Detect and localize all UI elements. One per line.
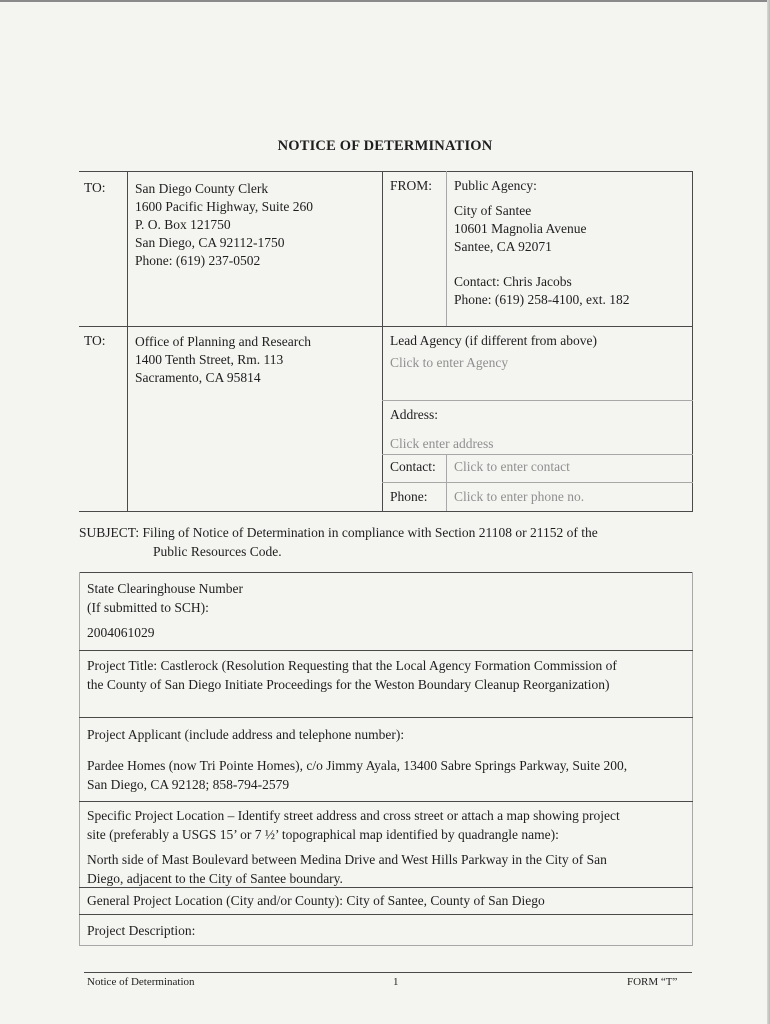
specific-location-section bbox=[79, 806, 693, 888]
table-row-divider bbox=[79, 326, 693, 327]
contact-label: Contact: bbox=[390, 459, 436, 474]
public-agency-address bbox=[454, 202, 586, 256]
project-title-section bbox=[79, 656, 693, 694]
from-label-divider bbox=[446, 171, 447, 326]
footer-document-name: Notice of Determination bbox=[87, 976, 195, 988]
address-label: Address: bbox=[390, 407, 438, 422]
phone-label: Phone: bbox=[390, 489, 428, 504]
address-line: 1600 Pacific Highway, Suite 260 bbox=[135, 199, 313, 214]
project-title-line: the County of San Diego Initiate Proceedings for the Weston Boundary Cleanup Reorganization) bbox=[87, 677, 610, 692]
lead-agency-field[interactable]: Click to enter Agency bbox=[390, 355, 509, 370]
form-label: FORM “T” bbox=[627, 976, 678, 988]
address-line: San Diego, CA 92112-1750 bbox=[135, 235, 285, 250]
address-line: City of Santee bbox=[454, 203, 532, 218]
section-rule bbox=[79, 717, 693, 718]
county-clerk-address bbox=[135, 180, 313, 270]
table-label-column-divider bbox=[127, 171, 128, 511]
page-number: 1 bbox=[393, 976, 399, 988]
section-rule bbox=[79, 801, 693, 802]
specific-location-label: site (preferably a USGS 15’ or 7 ½’ topographical map identified by quadrangle name): bbox=[87, 827, 559, 842]
address-field[interactable]: Click enter address bbox=[390, 436, 494, 451]
phone-line: Phone: (619) 237-0502 bbox=[135, 253, 261, 268]
address-line: P. O. Box 121750 bbox=[135, 217, 231, 232]
opr-address bbox=[135, 333, 311, 387]
section-rule bbox=[79, 650, 693, 651]
specific-location-line: North side of Mast Boulevard between Medina Drive and West Hills Parkway in the City of San bbox=[87, 852, 607, 867]
address-rule bbox=[382, 454, 693, 455]
project-title-line: Project Title: Castlerock (Resolution Requesting that the Local Agency Formation Commission of bbox=[87, 658, 617, 673]
project-description-label: Project Description: bbox=[87, 923, 196, 938]
public-agency-heading: Public Agency: bbox=[454, 178, 537, 193]
sch-label-note: (If submitted to SCH): bbox=[87, 600, 209, 615]
specific-location-label: Specific Project Location – Identify street address and cross street or attach a map showing project bbox=[87, 808, 620, 823]
address-line: Sacramento, CA 95814 bbox=[135, 370, 261, 385]
scan-edge-top bbox=[0, 0, 770, 2]
applicant-line: Pardee Homes (now Tri Pointe Homes), c/o Jimmy Ayala, 13400 Sabre Springs Parkway, Suite 200, bbox=[87, 758, 628, 773]
address-line: Santee, CA 92071 bbox=[454, 239, 552, 254]
applicant-label: Project Applicant (include address and telephone number): bbox=[87, 727, 405, 742]
contact-phone-divider bbox=[446, 454, 447, 511]
lead-agency-heading: Lead Agency (if different from above) bbox=[390, 333, 598, 348]
address-line: 10601 Magnolia Avenue bbox=[454, 221, 587, 236]
address-line: Office of Planning and Research bbox=[135, 334, 311, 349]
sch-section bbox=[79, 579, 693, 642]
page-title: NOTICE OF DETERMINATION bbox=[277, 138, 493, 154]
applicant-section bbox=[79, 725, 693, 794]
sch-number: 2004061029 bbox=[87, 625, 155, 640]
footer-rule bbox=[84, 972, 692, 973]
table-right-rule bbox=[692, 171, 693, 511]
general-location: General Project Location (City and/or County): City of Santee, County of San Diego bbox=[87, 893, 545, 908]
section-rule bbox=[79, 945, 693, 946]
subject-line: SUBJECT: Filing of Notice of Determination in compliance with Section 21108 or 21152 of the bbox=[79, 525, 598, 540]
section-rule bbox=[79, 887, 693, 888]
table-center-divider bbox=[382, 171, 383, 511]
applicant-line: San Diego, CA 92128; 858-794-2579 bbox=[87, 777, 290, 792]
sch-label: State Clearinghouse Number bbox=[87, 581, 243, 596]
general-location-section bbox=[79, 891, 693, 910]
specific-location-line: Diego, adjacent to the City of Santee boundary. bbox=[87, 871, 343, 886]
contact-rule bbox=[382, 482, 693, 483]
address-line: San Diego County Clerk bbox=[135, 181, 269, 196]
contact-field[interactable]: Click to enter contact bbox=[454, 459, 570, 474]
to-label: TO: bbox=[84, 333, 106, 348]
address-line: 1400 Tenth Street, Rm. 113 bbox=[135, 352, 284, 367]
description-section bbox=[79, 921, 693, 940]
subject-line: Public Resources Code. bbox=[153, 544, 282, 559]
table-top-rule bbox=[79, 171, 693, 172]
subject-block bbox=[79, 523, 598, 561]
to-label: TO: bbox=[84, 180, 106, 195]
agency-phone: Phone: (619) 258-4100, ext. 182 bbox=[454, 292, 630, 307]
lead-agency-rule bbox=[382, 400, 693, 401]
agency-contact: Contact: Chris Jacobs bbox=[454, 274, 572, 289]
table-bottom-rule bbox=[79, 511, 693, 512]
sch-top-rule bbox=[79, 572, 693, 573]
phone-field[interactable]: Click to enter phone no. bbox=[454, 489, 585, 504]
from-label: FROM: bbox=[390, 178, 433, 193]
section-rule bbox=[79, 914, 693, 915]
